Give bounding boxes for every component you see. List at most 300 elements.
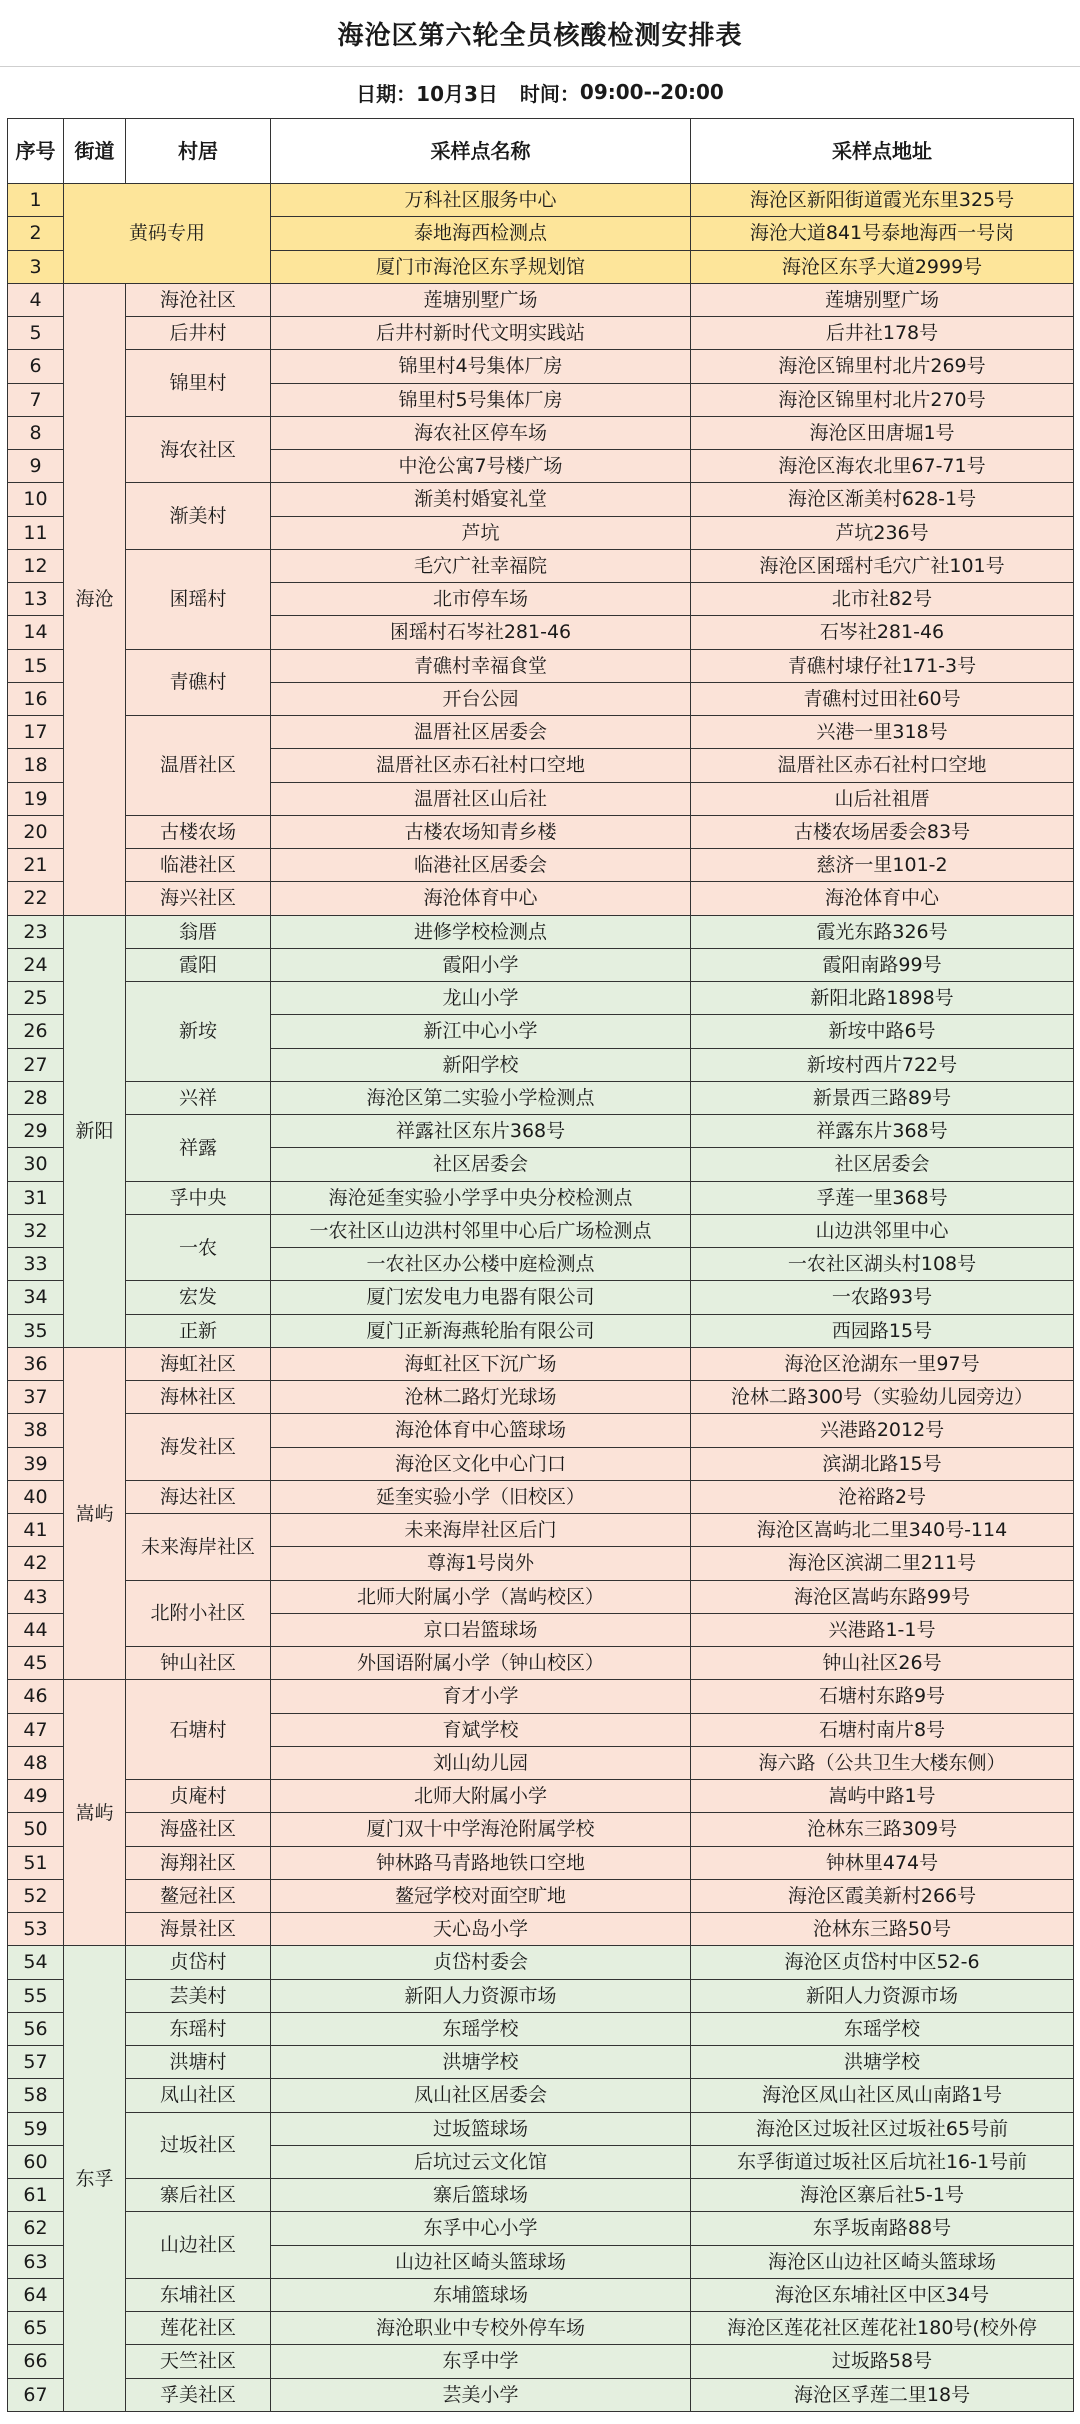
village-cell: 石塘村 — [126, 1680, 271, 1780]
site-address-cell: 沧林东三路50号 — [691, 1913, 1074, 1946]
village-cell: 囷瑶村 — [126, 549, 271, 649]
time-label: 时间： — [519, 81, 580, 106]
site-address-cell: 海沧区山边社区崎头篮球场 — [691, 2245, 1074, 2278]
table-row — [8, 317, 1074, 350]
row-number: 14 — [8, 616, 64, 649]
site-address-cell: 海沧区田唐堀1号 — [691, 416, 1074, 449]
table-row — [8, 184, 1074, 217]
street-cell: 东孚 — [64, 1946, 126, 2412]
header-cell-site-name: 采样点名称 — [271, 119, 691, 184]
site-address-cell: 嵩屿中路1号 — [691, 1780, 1074, 1813]
site-address-cell: 霞阳南路99号 — [691, 948, 1074, 981]
site-address-cell: 新阳北路1898号 — [691, 982, 1074, 1015]
table-row — [8, 483, 1074, 516]
village-cell: 古楼农场 — [126, 815, 271, 848]
site-address-cell: 霞光东路326号 — [691, 915, 1074, 948]
table-row — [8, 2179, 1074, 2212]
site-address-cell: 新阳人力资源市场 — [691, 1979, 1074, 2012]
village-cell: 一农 — [126, 1214, 271, 1281]
row-number: 8 — [8, 416, 64, 449]
site-address-cell: 青礁村埭仔社171-3号 — [691, 649, 1074, 682]
site-name-cell: 囷瑶村石岑社281-46 — [271, 616, 691, 649]
row-number: 62 — [8, 2212, 64, 2245]
site-name-cell: 一农社区山边洪村邻里中心后广场检测点 — [271, 1214, 691, 1247]
row-number: 28 — [8, 1081, 64, 1114]
row-number: 53 — [8, 1913, 64, 1946]
row-number: 35 — [8, 1314, 64, 1347]
header-cell-site-address: 采样点地址 — [691, 119, 1074, 184]
site-address-cell: 孚莲一里368号 — [691, 1181, 1074, 1214]
village-cell: 宏发 — [126, 1281, 271, 1314]
site-name-cell: 临港社区居委会 — [271, 849, 691, 882]
row-number: 3 — [8, 250, 64, 283]
table-row — [8, 1780, 1074, 1813]
site-address-cell: 温厝社区赤石社村口空地 — [691, 749, 1074, 782]
row-number: 58 — [8, 2079, 64, 2112]
site-name-cell: 钟林路马青路地铁口空地 — [271, 1846, 691, 1879]
site-address-cell: 新垵村西片722号 — [691, 1048, 1074, 1081]
table-row — [8, 882, 1074, 915]
row-number: 47 — [8, 1713, 64, 1746]
village-cell: 过坂社区 — [126, 2112, 271, 2179]
village-cell: 未来海岸社区 — [126, 1514, 271, 1581]
table-row — [8, 915, 1074, 948]
row-number: 15 — [8, 649, 64, 682]
site-name-cell: 莲塘别墅广场 — [271, 283, 691, 316]
site-name-cell: 进修学校检测点 — [271, 915, 691, 948]
village-cell: 海农社区 — [126, 416, 271, 483]
site-address-cell: 西园路15号 — [691, 1314, 1074, 1347]
site-address-cell: 新垵中路6号 — [691, 1015, 1074, 1048]
village-cell: 北附小社区 — [126, 1580, 271, 1647]
header-row — [8, 119, 1074, 184]
site-name-cell: 海沧延奎实验小学孚中央分校检测点 — [271, 1181, 691, 1214]
table-row — [8, 649, 1074, 682]
site-name-cell: 龙山小学 — [271, 982, 691, 1015]
table-row — [8, 1281, 1074, 1314]
site-name-cell: 沧林二路灯光球场 — [271, 1381, 691, 1414]
site-name-cell: 泰地海西检测点 — [271, 217, 691, 250]
street-cell: 黄码专用 — [64, 184, 271, 284]
site-name-cell: 鳌冠学校对面空旷地 — [271, 1879, 691, 1912]
site-address-cell: 沧林东三路309号 — [691, 1813, 1074, 1846]
site-address-cell: 一农路93号 — [691, 1281, 1074, 1314]
site-address-cell: 海沧区嵩屿东路99号 — [691, 1580, 1074, 1613]
row-number: 36 — [8, 1347, 64, 1380]
row-number: 17 — [8, 716, 64, 749]
village-cell: 后井村 — [126, 317, 271, 350]
site-name-cell: 京口岩篮球场 — [271, 1613, 691, 1646]
site-address-cell: 海沧区霞美新村266号 — [691, 1879, 1074, 1912]
row-number: 43 — [8, 1580, 64, 1613]
village-cell: 孚中央 — [126, 1181, 271, 1214]
document-title: 海沧区第六轮全员核酸检测安排表 — [0, 0, 1080, 67]
site-address-cell: 新景西三路89号 — [691, 1081, 1074, 1114]
site-name-cell: 厦门市海沧区东孚规划馆 — [271, 250, 691, 283]
site-name-cell: 外国语附属小学（钟山校区） — [271, 1647, 691, 1680]
village-cell: 东瑶村 — [126, 2012, 271, 2045]
row-number: 21 — [8, 849, 64, 882]
site-address-cell: 北市社82号 — [691, 583, 1074, 616]
village-cell: 贞庵村 — [126, 1780, 271, 1813]
row-number: 40 — [8, 1480, 64, 1513]
site-name-cell: 海沧职业中专校外停车场 — [271, 2312, 691, 2345]
site-name-cell: 芦坑 — [271, 516, 691, 549]
site-address-cell: 海沧区过坂社区过坂社65号前 — [691, 2112, 1074, 2145]
row-number: 19 — [8, 782, 64, 815]
site-address-cell: 海沧区寨后社5-1号 — [691, 2179, 1074, 2212]
row-number: 56 — [8, 2012, 64, 2045]
table-row — [8, 815, 1074, 848]
site-name-cell: 寨后篮球场 — [271, 2179, 691, 2212]
site-address-cell: 海沧区嵩屿北二里340号-114 — [691, 1514, 1074, 1547]
site-address-cell: 海沧区滨湖二里211号 — [691, 1547, 1074, 1580]
table-body — [8, 184, 1074, 2412]
site-name-cell: 尊海1号岗外 — [271, 1547, 691, 1580]
table-row — [8, 416, 1074, 449]
village-cell: 海景社区 — [126, 1913, 271, 1946]
table-row — [8, 1480, 1074, 1513]
site-name-cell: 海虹社区下沉广场 — [271, 1347, 691, 1380]
row-number: 9 — [8, 450, 64, 483]
table-row — [8, 1115, 1074, 1148]
site-name-cell: 后坑过云文化馆 — [271, 2145, 691, 2178]
table-row — [8, 1347, 1074, 1380]
row-number: 30 — [8, 1148, 64, 1181]
site-address-cell: 兴港路1-1号 — [691, 1613, 1074, 1646]
site-address-cell: 滨湖北路15号 — [691, 1447, 1074, 1480]
site-name-cell: 育才小学 — [271, 1680, 691, 1713]
site-address-cell: 沧林二路300号（实验幼儿园旁边） — [691, 1381, 1074, 1414]
village-cell: 临港社区 — [126, 849, 271, 882]
row-number: 13 — [8, 583, 64, 616]
village-cell: 海发社区 — [126, 1414, 271, 1481]
date-value: 10月3日 — [416, 81, 498, 106]
village-cell: 天竺社区 — [126, 2345, 271, 2378]
site-address-cell: 石塘村东路9号 — [691, 1680, 1074, 1713]
site-name-cell: 祥露社区东片368号 — [271, 1115, 691, 1148]
row-number: 10 — [8, 483, 64, 516]
village-cell: 洪塘村 — [126, 2046, 271, 2079]
row-number: 32 — [8, 1214, 64, 1247]
site-name-cell: 过坂篮球场 — [271, 2112, 691, 2145]
village-cell: 锦里村 — [126, 350, 271, 417]
site-name-cell: 北师大附属小学 — [271, 1780, 691, 1813]
site-name-cell: 山边社区崎头篮球场 — [271, 2245, 691, 2278]
site-address-cell: 芦坑236号 — [691, 516, 1074, 549]
header-cell-street: 街道 — [64, 119, 126, 184]
row-number: 24 — [8, 948, 64, 981]
row-number: 64 — [8, 2278, 64, 2311]
site-name-cell: 开台公园 — [271, 682, 691, 715]
site-name-cell: 青礁村幸福食堂 — [271, 649, 691, 682]
row-number: 31 — [8, 1181, 64, 1214]
site-address-cell: 东孚坂南路88号 — [691, 2212, 1074, 2245]
table-row — [8, 549, 1074, 582]
site-name-cell: 贞岱村委会 — [271, 1946, 691, 1979]
table-row — [8, 2012, 1074, 2045]
row-number: 26 — [8, 1015, 64, 1048]
village-cell: 凤山社区 — [126, 2079, 271, 2112]
site-address-cell: 海六路（公共卫生大楼东侧） — [691, 1746, 1074, 1779]
time-value: 09:00--20:00 — [579, 80, 724, 104]
site-name-cell: 厦门双十中学海沧附属学校 — [271, 1813, 691, 1846]
table-row — [8, 283, 1074, 316]
site-address-cell: 东瑶学校 — [691, 2012, 1074, 2045]
row-number: 25 — [8, 982, 64, 1015]
village-cell: 山边社区 — [126, 2212, 271, 2279]
row-number: 44 — [8, 1613, 64, 1646]
row-number: 20 — [8, 815, 64, 848]
row-number: 48 — [8, 1746, 64, 1779]
village-cell: 鳌冠社区 — [126, 1879, 271, 1912]
site-name-cell: 新江中心小学 — [271, 1015, 691, 1048]
row-number: 57 — [8, 2046, 64, 2079]
site-address-cell: 海沧体育中心 — [691, 882, 1074, 915]
site-address-cell: 洪塘学校 — [691, 2046, 1074, 2079]
site-address-cell: 慈济一里101-2 — [691, 849, 1074, 882]
village-cell: 海达社区 — [126, 1480, 271, 1513]
site-name-cell: 未来海岸社区后门 — [271, 1514, 691, 1547]
header-cell-number: 序号 — [8, 119, 64, 184]
site-address-cell: 石塘村南片8号 — [691, 1713, 1074, 1746]
row-number: 4 — [8, 283, 64, 316]
table-row — [8, 716, 1074, 749]
site-address-cell: 钟林里474号 — [691, 1846, 1074, 1879]
site-name-cell: 北市停车场 — [271, 583, 691, 616]
site-address-cell: 山后社祖厝 — [691, 782, 1074, 815]
site-address-cell: 一农社区湖头村108号 — [691, 1248, 1074, 1281]
row-number: 34 — [8, 1281, 64, 1314]
row-number: 59 — [8, 2112, 64, 2145]
site-address-cell: 海沧区沧湖东一里97号 — [691, 1347, 1074, 1380]
table-row — [8, 1879, 1074, 1912]
site-address-cell: 海沧区贞岱村中区52-6 — [691, 1946, 1074, 1979]
row-number: 49 — [8, 1780, 64, 1813]
site-address-cell: 海沧区东孚大道2999号 — [691, 250, 1074, 283]
site-address-cell: 古楼农场居委会83号 — [691, 815, 1074, 848]
site-name-cell: 芸美小学 — [271, 2378, 691, 2411]
site-name-cell: 温厝社区山后社 — [271, 782, 691, 815]
site-name-cell: 温厝社区赤石社村口空地 — [271, 749, 691, 782]
table-row — [8, 982, 1074, 1015]
site-address-cell: 海沧区锦里村北片269号 — [691, 350, 1074, 383]
row-number: 45 — [8, 1647, 64, 1680]
row-number: 5 — [8, 317, 64, 350]
site-name-cell: 霞阳小学 — [271, 948, 691, 981]
site-address-cell: 青礁村过田社60号 — [691, 682, 1074, 715]
site-address-cell: 东孚街道过坂社区后坑社16-1号前 — [691, 2145, 1074, 2178]
site-address-cell: 兴港路2012号 — [691, 1414, 1074, 1447]
row-number: 38 — [8, 1414, 64, 1447]
site-name-cell: 育斌学校 — [271, 1713, 691, 1746]
header-cell-village: 村居 — [126, 119, 271, 184]
table-row — [8, 1813, 1074, 1846]
village-cell: 温厝社区 — [126, 716, 271, 816]
site-address-cell: 海沧区锦里村北片270号 — [691, 383, 1074, 416]
table-row — [8, 1514, 1074, 1547]
row-number: 67 — [8, 2378, 64, 2411]
row-number: 66 — [8, 2345, 64, 2378]
date-label: 日期： — [356, 81, 417, 106]
site-name-cell: 东瑶学校 — [271, 2012, 691, 2045]
village-cell: 芸美村 — [126, 1979, 271, 2012]
table-row — [8, 849, 1074, 882]
row-number: 22 — [8, 882, 64, 915]
row-number: 52 — [8, 1879, 64, 1912]
table-row — [8, 1680, 1074, 1713]
site-name-cell: 渐美村婚宴礼堂 — [271, 483, 691, 516]
site-address-cell: 海沧区凤山社区凤山南路1号 — [691, 2079, 1074, 2112]
row-number: 16 — [8, 682, 64, 715]
site-address-cell: 石岑社281-46 — [691, 616, 1074, 649]
schedule-table — [7, 118, 1074, 2412]
site-name-cell: 东埔篮球场 — [271, 2278, 691, 2311]
row-number: 41 — [8, 1514, 64, 1547]
village-cell: 寨后社区 — [126, 2179, 271, 2212]
table-row — [8, 350, 1074, 383]
table-row — [8, 1314, 1074, 1347]
site-name-cell: 毛穴广社幸福院 — [271, 549, 691, 582]
street-cell: 嵩屿 — [64, 1680, 126, 1946]
site-name-cell: 刘山幼儿园 — [271, 1746, 691, 1779]
site-name-cell: 中沧公寓7号楼广场 — [271, 450, 691, 483]
site-name-cell: 锦里村5号集体厂房 — [271, 383, 691, 416]
row-number: 60 — [8, 2145, 64, 2178]
site-name-cell: 万科社区服务中心 — [271, 184, 691, 217]
village-cell: 正新 — [126, 1314, 271, 1347]
village-cell: 海林社区 — [126, 1381, 271, 1414]
village-cell: 霞阳 — [126, 948, 271, 981]
site-name-cell: 厦门正新海燕轮胎有限公司 — [271, 1314, 691, 1347]
site-address-cell: 兴港一里318号 — [691, 716, 1074, 749]
site-address-cell: 海沧区莲花社区莲花社180号(校外停 — [691, 2312, 1074, 2345]
row-number: 7 — [8, 383, 64, 416]
village-cell: 钟山社区 — [126, 1647, 271, 1680]
village-cell: 海沧社区 — [126, 283, 271, 316]
row-number: 2 — [8, 217, 64, 250]
village-cell: 青礁村 — [126, 649, 271, 716]
row-number: 27 — [8, 1048, 64, 1081]
village-cell: 贞岱村 — [126, 1946, 271, 1979]
table-row — [8, 2079, 1074, 2112]
table-row — [8, 1414, 1074, 1447]
row-number: 50 — [8, 1813, 64, 1846]
row-number: 29 — [8, 1115, 64, 1148]
table-row — [8, 2345, 1074, 2378]
village-cell: 东埔社区 — [126, 2278, 271, 2311]
site-address-cell: 海沧区海农北里67-71号 — [691, 450, 1074, 483]
site-address-cell: 过坂路58号 — [691, 2345, 1074, 2378]
village-cell: 孚美社区 — [126, 2378, 271, 2411]
row-number: 61 — [8, 2179, 64, 2212]
row-number: 37 — [8, 1381, 64, 1414]
table-row — [8, 948, 1074, 981]
row-number: 55 — [8, 1979, 64, 2012]
site-name-cell: 北师大附属小学（嵩屿校区） — [271, 1580, 691, 1613]
site-name-cell: 海沧区文化中心门口 — [271, 1447, 691, 1480]
site-address-cell: 海沧区东埔社区中区34号 — [691, 2278, 1074, 2311]
table-row — [8, 1381, 1074, 1414]
row-number: 18 — [8, 749, 64, 782]
site-name-cell: 社区居委会 — [271, 1148, 691, 1181]
table-row — [8, 1846, 1074, 1879]
table-row — [8, 1913, 1074, 1946]
row-number: 11 — [8, 516, 64, 549]
site-name-cell: 天心岛小学 — [271, 1913, 691, 1946]
table-row — [8, 1580, 1074, 1613]
site-name-cell: 古楼农场知青乡楼 — [271, 815, 691, 848]
row-number: 39 — [8, 1447, 64, 1480]
table-row — [8, 2378, 1074, 2411]
table-row — [8, 1946, 1074, 1979]
site-name-cell: 新阳人力资源市场 — [271, 1979, 691, 2012]
row-number: 42 — [8, 1547, 64, 1580]
site-name-cell: 海沧体育中心篮球场 — [271, 1414, 691, 1447]
table-row — [8, 2278, 1074, 2311]
site-address-cell: 沧裕路2号 — [691, 1480, 1074, 1513]
date-time-line — [0, 66, 1080, 118]
site-name-cell: 厦门宏发电力电器有限公司 — [271, 1281, 691, 1314]
table-row — [8, 1181, 1074, 1214]
village-cell: 翁厝 — [126, 915, 271, 948]
street-cell: 新阳 — [64, 915, 126, 1347]
site-name-cell: 后井村新时代文明实践站 — [271, 317, 691, 350]
site-name-cell: 温厝社区居委会 — [271, 716, 691, 749]
table-row — [8, 1081, 1074, 1114]
site-name-cell: 洪塘学校 — [271, 2046, 691, 2079]
site-address-cell: 海沧区囷瑶村毛穴广社101号 — [691, 549, 1074, 582]
row-number: 51 — [8, 1846, 64, 1879]
site-name-cell: 海沧区第二实验小学检测点 — [271, 1081, 691, 1114]
site-name-cell: 延奎实验小学（旧校区） — [271, 1480, 691, 1513]
table-row — [8, 1979, 1074, 2012]
village-cell: 海兴社区 — [126, 882, 271, 915]
site-name-cell: 海沧体育中心 — [271, 882, 691, 915]
row-number: 54 — [8, 1946, 64, 1979]
village-cell: 兴祥 — [126, 1081, 271, 1114]
row-number: 23 — [8, 915, 64, 948]
street-cell: 嵩屿 — [64, 1347, 126, 1680]
table-row — [8, 2046, 1074, 2079]
site-address-cell: 祥露东片368号 — [691, 1115, 1074, 1148]
site-name-cell: 一农社区办公楼中庭检测点 — [271, 1248, 691, 1281]
site-address-cell: 莲塘别墅广场 — [691, 283, 1074, 316]
table-row — [8, 2212, 1074, 2245]
village-cell: 海翔社区 — [126, 1846, 271, 1879]
village-cell: 渐美村 — [126, 483, 271, 550]
street-cell: 海沧 — [64, 283, 126, 915]
site-address-cell: 山边洪邻里中心 — [691, 1214, 1074, 1247]
site-name-cell: 凤山社区居委会 — [271, 2079, 691, 2112]
village-cell: 海盛社区 — [126, 1813, 271, 1846]
site-address-cell: 海沧区渐美村628-1号 — [691, 483, 1074, 516]
row-number: 33 — [8, 1248, 64, 1281]
village-cell: 莲花社区 — [126, 2312, 271, 2345]
site-name-cell: 锦里村4号集体厂房 — [271, 350, 691, 383]
site-address-cell: 海沧区孚莲二里18号 — [691, 2378, 1074, 2411]
row-number: 46 — [8, 1680, 64, 1713]
site-address-cell: 海沧大道841号泰地海西一号岗 — [691, 217, 1074, 250]
site-address-cell: 钟山社区26号 — [691, 1647, 1074, 1680]
site-name-cell: 东孚中学 — [271, 2345, 691, 2378]
site-name-cell: 东孚中心小学 — [271, 2212, 691, 2245]
table-row — [8, 1214, 1074, 1247]
village-cell: 祥露 — [126, 1115, 271, 1182]
row-number: 65 — [8, 2312, 64, 2345]
site-address-cell: 海沧区新阳街道霞光东里325号 — [691, 184, 1074, 217]
village-cell: 海虹社区 — [126, 1347, 271, 1380]
